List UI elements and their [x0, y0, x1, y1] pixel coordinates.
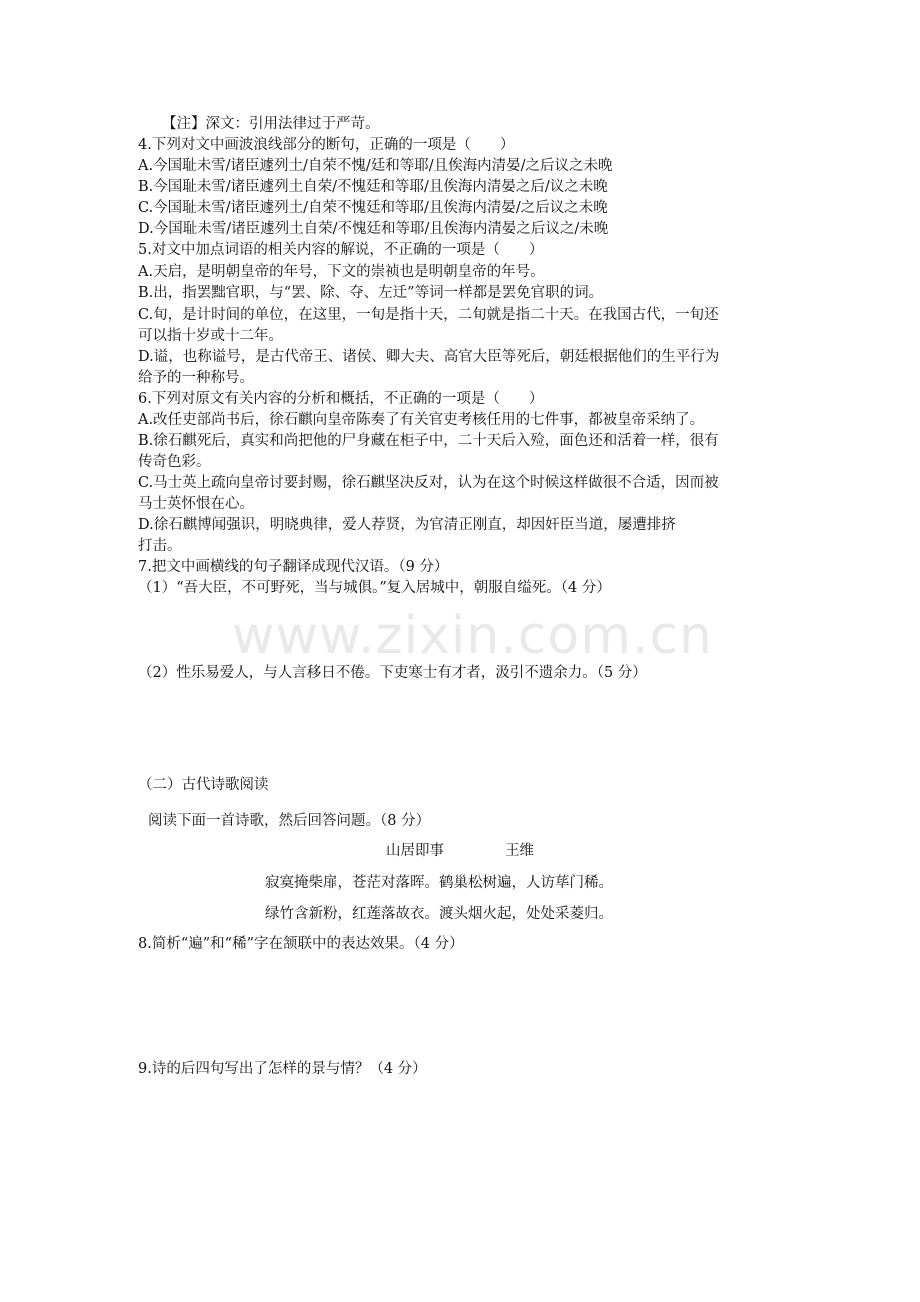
question-5-line: D.谥，也称谥号，是古代帝王、诸侯、卿大夫、高官大臣等死后，朝廷根据他们的生平行为: [138, 349, 720, 365]
question-4-option-d: D.今国耻未雪/诸臣遽列土自荣/不愧廷和等耶/且俟海内清晏之后议之/未晚: [138, 221, 609, 237]
question-6-line: D.徐石麒博闻强识，明晓典律，爱人荐贤，为官清正刚直，却因奸臣当道，屡遭排挤: [138, 517, 676, 533]
question-5-line: 可以指十岁或十二年。: [138, 328, 283, 344]
question-6-line: B.徐石麒死后，真实和尚把他的尸身藏在柜子中，二十天后入殓，面色还和活着一样，很有: [138, 433, 719, 449]
question-5-stem: 5.对文中加点词语的相关内容的解说，不正确的一项是（ ）: [138, 242, 544, 258]
poem-line-2: 绿竹含新粉，红莲落故衣。渡头烟火起，处处采菱归。: [265, 906, 613, 922]
poem-instruction: 阅读下面一首诗歌，然后回答问题。（8 分）: [148, 813, 431, 829]
question-6-line: 打击。: [138, 538, 182, 554]
question-7-stem: 7.把文中画横线的句子翻译成现代汉语。（9 分）: [138, 559, 449, 575]
question-4-option-a: A.今国耻未雪/诸臣遽列土/自荣不愧/廷和等耶/且俟海内清晏/之后议之未晚: [138, 158, 613, 174]
question-7-part-2: （2）性乐易爱人，与人言移日不倦。下吏寒士有才者，汲引不遗余力。（5 分）: [138, 665, 647, 681]
poem-author: 王维: [505, 843, 534, 859]
question-5-line: B.出，指罢黜官职，与“罢、除、夺、左迁”等词一样都是罢免官职的词。: [138, 285, 604, 301]
question-9-stem: 9.诗的后四句写出了怎样的景与情？（4 分）: [138, 1061, 427, 1077]
question-6-stem: 6.下列对原文有关内容的分析和概括，不正确的一项是（ ）: [138, 391, 544, 407]
watermark: www.zixin.com.cn: [232, 606, 713, 666]
poem-line-1: 寂寞掩柴扉，苍茫对落晖。鹤巢松树遍，人访荜门稀。: [265, 875, 613, 891]
question-5-line: 给予的一种称号。: [138, 370, 254, 386]
question-4-option-b: B.今国耻未雪/诸臣遽列土自荣/不愧廷和等耶/且俟海内清晏之后/议之未晚: [138, 179, 608, 195]
question-6-line: 马士英怀恨在心。: [138, 496, 254, 512]
question-5-line: C.旬，是计时间的单位，在这里，一旬是指十天，二旬就是指二十天。在我国古代，一旬还: [138, 307, 719, 323]
question-5-line: A.天启，是明朝皇帝的年号，下文的崇祯也是明朝皇帝的年号。: [138, 264, 545, 280]
question-6-line: A.改任吏部尚书后，徐石麒向皇帝陈奏了有关官吏考核任用的七件事，都被皇帝采纳了。: [138, 412, 705, 428]
question-6-line: 传奇色彩。: [138, 454, 211, 470]
section-2-title: （二）古代诗歌阅读: [138, 777, 269, 793]
question-7-part-1: （1）“吾大臣，不可野死，当与城俱。”复入居城中，朝服自缢死。（4 分）: [138, 580, 611, 596]
question-6-line: C.马士英上疏向皇帝讨要封赐，徐石麒坚决反对，认为在这个时候这样做很不合适，因而被: [138, 475, 719, 491]
question-4-option-c: C.今国耻未雪/诸臣遽列土/自荣不愧廷和等耶/且俟海内清晏/之后议之未晚: [138, 200, 608, 216]
question-8-stem: 8.简析“遍”和“稀”字在颔联中的表达效果。（4 分）: [138, 936, 464, 952]
annotation-note: 【注】深文：引用法律过于严苛。: [162, 116, 380, 132]
poem-title: 山居即事: [386, 843, 444, 859]
question-4-stem: 4.下列对文中画波浪线部分的断句，正确的一项是（ ）: [138, 137, 515, 153]
